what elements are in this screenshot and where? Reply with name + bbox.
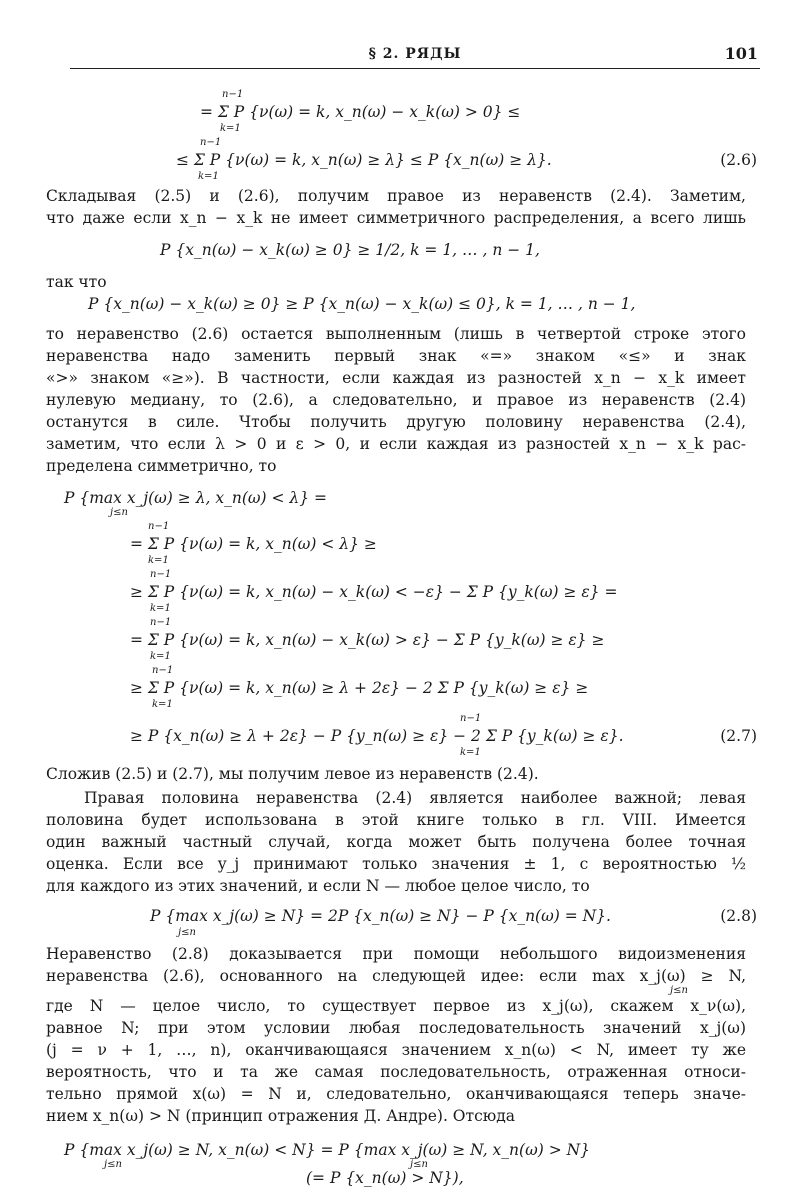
paragraph-line: нием x_n(ω) > N (принцип отражения Д. Андре). Отсюда — [46, 1107, 516, 1125]
equation-line: P {max x_j(ω) ≥ N} = 2P {x_n(ω) ≥ N} − P {x_n(ω) = N}. — [150, 907, 611, 925]
sum-upper-limit: n−1 — [148, 521, 170, 532]
max-subscript: j≤n — [670, 985, 688, 996]
equation-line: ≥ P {x_n(ω) ≥ λ + 2ε} − P {y_n(ω) ≥ ε} − 2 Σ P {y_k(ω) ≥ ε}. — [130, 727, 624, 745]
sum-upper-limit: n−1 — [150, 617, 172, 628]
paragraph-line: заметим, что если λ > 0 и ε > 0, и если каждая из разностей x_n − x_k рас- — [46, 435, 746, 453]
paragraph-line: «>» знаком «≥»). В частности, если каждая из разностей x_n − x_k имеет — [46, 369, 746, 387]
equation-line: (= P {x_n(ω) > N}), — [306, 1169, 464, 1187]
sum-upper-limit: n−1 — [200, 137, 222, 148]
paragraph-line: нулевую медиану, то (2.6), а следовательно, и правое из неравенств (2.4) — [46, 391, 746, 409]
text-line: так что — [46, 273, 107, 291]
paragraph-line: неравенства надо заменить первый знак «=» знаком «≤» и знак — [46, 347, 746, 365]
equation-line: ≤ Σ P {ν(ω) = k, x_n(ω) ≥ λ} ≤ P {x_n(ω) ≥ λ}. — [176, 151, 552, 169]
equation-line: = Σ P {ν(ω) = k, x_n(ω) − x_k(ω) > 0} ≤ — [200, 103, 521, 121]
paragraph-line: останутся в силе. Чтобы получить другую половину неравенства (2.4), — [46, 413, 746, 431]
sum-lower-limit: k=1 — [220, 123, 241, 134]
sum-lower-limit: k=1 — [150, 651, 171, 662]
page-number: 101 — [724, 44, 758, 63]
equation-line: = Σ P {ν(ω) = k, x_n(ω) − x_k(ω) > ε} − Σ P {y_k(ω) ≥ ε} ≥ — [130, 631, 605, 649]
equation-line: P {max x_j(ω) ≥ N, x_n(ω) < N} = P {max x_j(ω) ≥ N, x_n(ω) > N} — [64, 1141, 591, 1159]
paragraph-line: Складывая (2.5) и (2.6), получим правое из неравенств (2.4). Заметим, — [46, 187, 746, 205]
max-subscript: j≤n — [178, 927, 196, 938]
running-header — [70, 42, 760, 69]
max-subscript: j≤n — [110, 507, 128, 518]
sum-lower-limit: k=1 — [198, 171, 219, 182]
paragraph-line: оценка. Если все y_j принимают только значения ± 1, с вероятностью ½ — [46, 855, 746, 873]
sum-upper-limit: n−1 — [150, 569, 172, 580]
paragraph-line: где N — целое число, то существует первое из x_j(ω), скажем x_ν(ω), — [46, 997, 746, 1015]
equation-line: P {x_n(ω) − x_k(ω) ≥ 0} ≥ 1/2, k = 1, … , n − 1, — [160, 241, 540, 259]
equation-line: ≥ Σ P {ν(ω) = k, x_n(ω) − x_k(ω) < −ε} − Σ P {y_k(ω) ≥ ε} = — [130, 583, 618, 601]
paragraph-line: для каждого из этих значений, и если N — любое целое число, то — [46, 877, 590, 895]
sum-lower-limit: k=1 — [152, 699, 173, 710]
max-subscript: j≤n — [104, 1159, 122, 1170]
equation-number: (2.8) — [720, 907, 757, 925]
paragraph-line: Сложив (2.5) и (2.7), мы получим левое из неравенств (2.4). — [46, 765, 539, 783]
sum-upper-limit: n−1 — [460, 713, 482, 724]
paragraph-line: половина будет использована в этой книге только в гл. VIII. Имеется — [46, 811, 746, 829]
equation-number: (2.6) — [720, 151, 757, 169]
equation-line: P {x_n(ω) − x_k(ω) ≥ 0} ≥ P {x_n(ω) − x_k(ω) ≤ 0}, k = 1, … , n − 1, — [88, 295, 636, 313]
paragraph-line: (j = ν + 1, …, n), оканчивающаяся значением x_n(ω) < N, имеет ту же — [46, 1041, 746, 1059]
paragraph-line: тельно прямой x(ω) = N и, следовательно, оканчивающаяся теперь значе- — [46, 1085, 746, 1103]
sum-lower-limit: k=1 — [460, 747, 481, 758]
sum-lower-limit: k=1 — [150, 603, 171, 614]
equation-number: (2.7) — [720, 727, 757, 745]
paragraph-line: неравенства (2.6), основанного на следующей идее: если max x_j(ω) ≥ N, — [46, 967, 746, 985]
sum-upper-limit: n−1 — [222, 89, 244, 100]
sum-lower-limit: k=1 — [148, 555, 169, 566]
max-subscript: j≤n — [410, 1159, 428, 1170]
equation-line: P {max x_j(ω) ≥ λ, x_n(ω) < λ} = — [64, 489, 328, 507]
paragraph-line: вероятность, что и та же самая последовательность, отраженная относи- — [46, 1063, 746, 1081]
sum-upper-limit: n−1 — [152, 665, 174, 676]
paragraph-line: равное N; при этом условии любая последовательность значений x_j(ω) — [46, 1019, 746, 1037]
paragraph-line: что даже если x_n − x_k не имеет симметричного распределения, а всего лишь — [46, 209, 746, 227]
equation-line: ≥ Σ P {ν(ω) = k, x_n(ω) ≥ λ + 2ε} − 2 Σ P {y_k(ω) ≥ ε} ≥ — [130, 679, 589, 697]
paragraph-line: Неравенство (2.8) доказывается при помощи небольшого видоизменения — [46, 945, 746, 963]
paragraph-line: Правая половина неравенства (2.4) является наиболее важной; левая — [84, 789, 746, 807]
paragraph-line: то неравенство (2.6) остается выполненным (лишь в четвертой строке этого — [46, 325, 746, 343]
paragraph-line: один важный частный случай, когда может быть получена более точная — [46, 833, 746, 851]
equation-line: = Σ P {ν(ω) = k, x_n(ω) < λ} ≥ — [130, 535, 377, 553]
paragraph-line: пределена симметрично, то — [46, 457, 277, 475]
section-title: § 2. РЯДЫ — [368, 46, 462, 62]
